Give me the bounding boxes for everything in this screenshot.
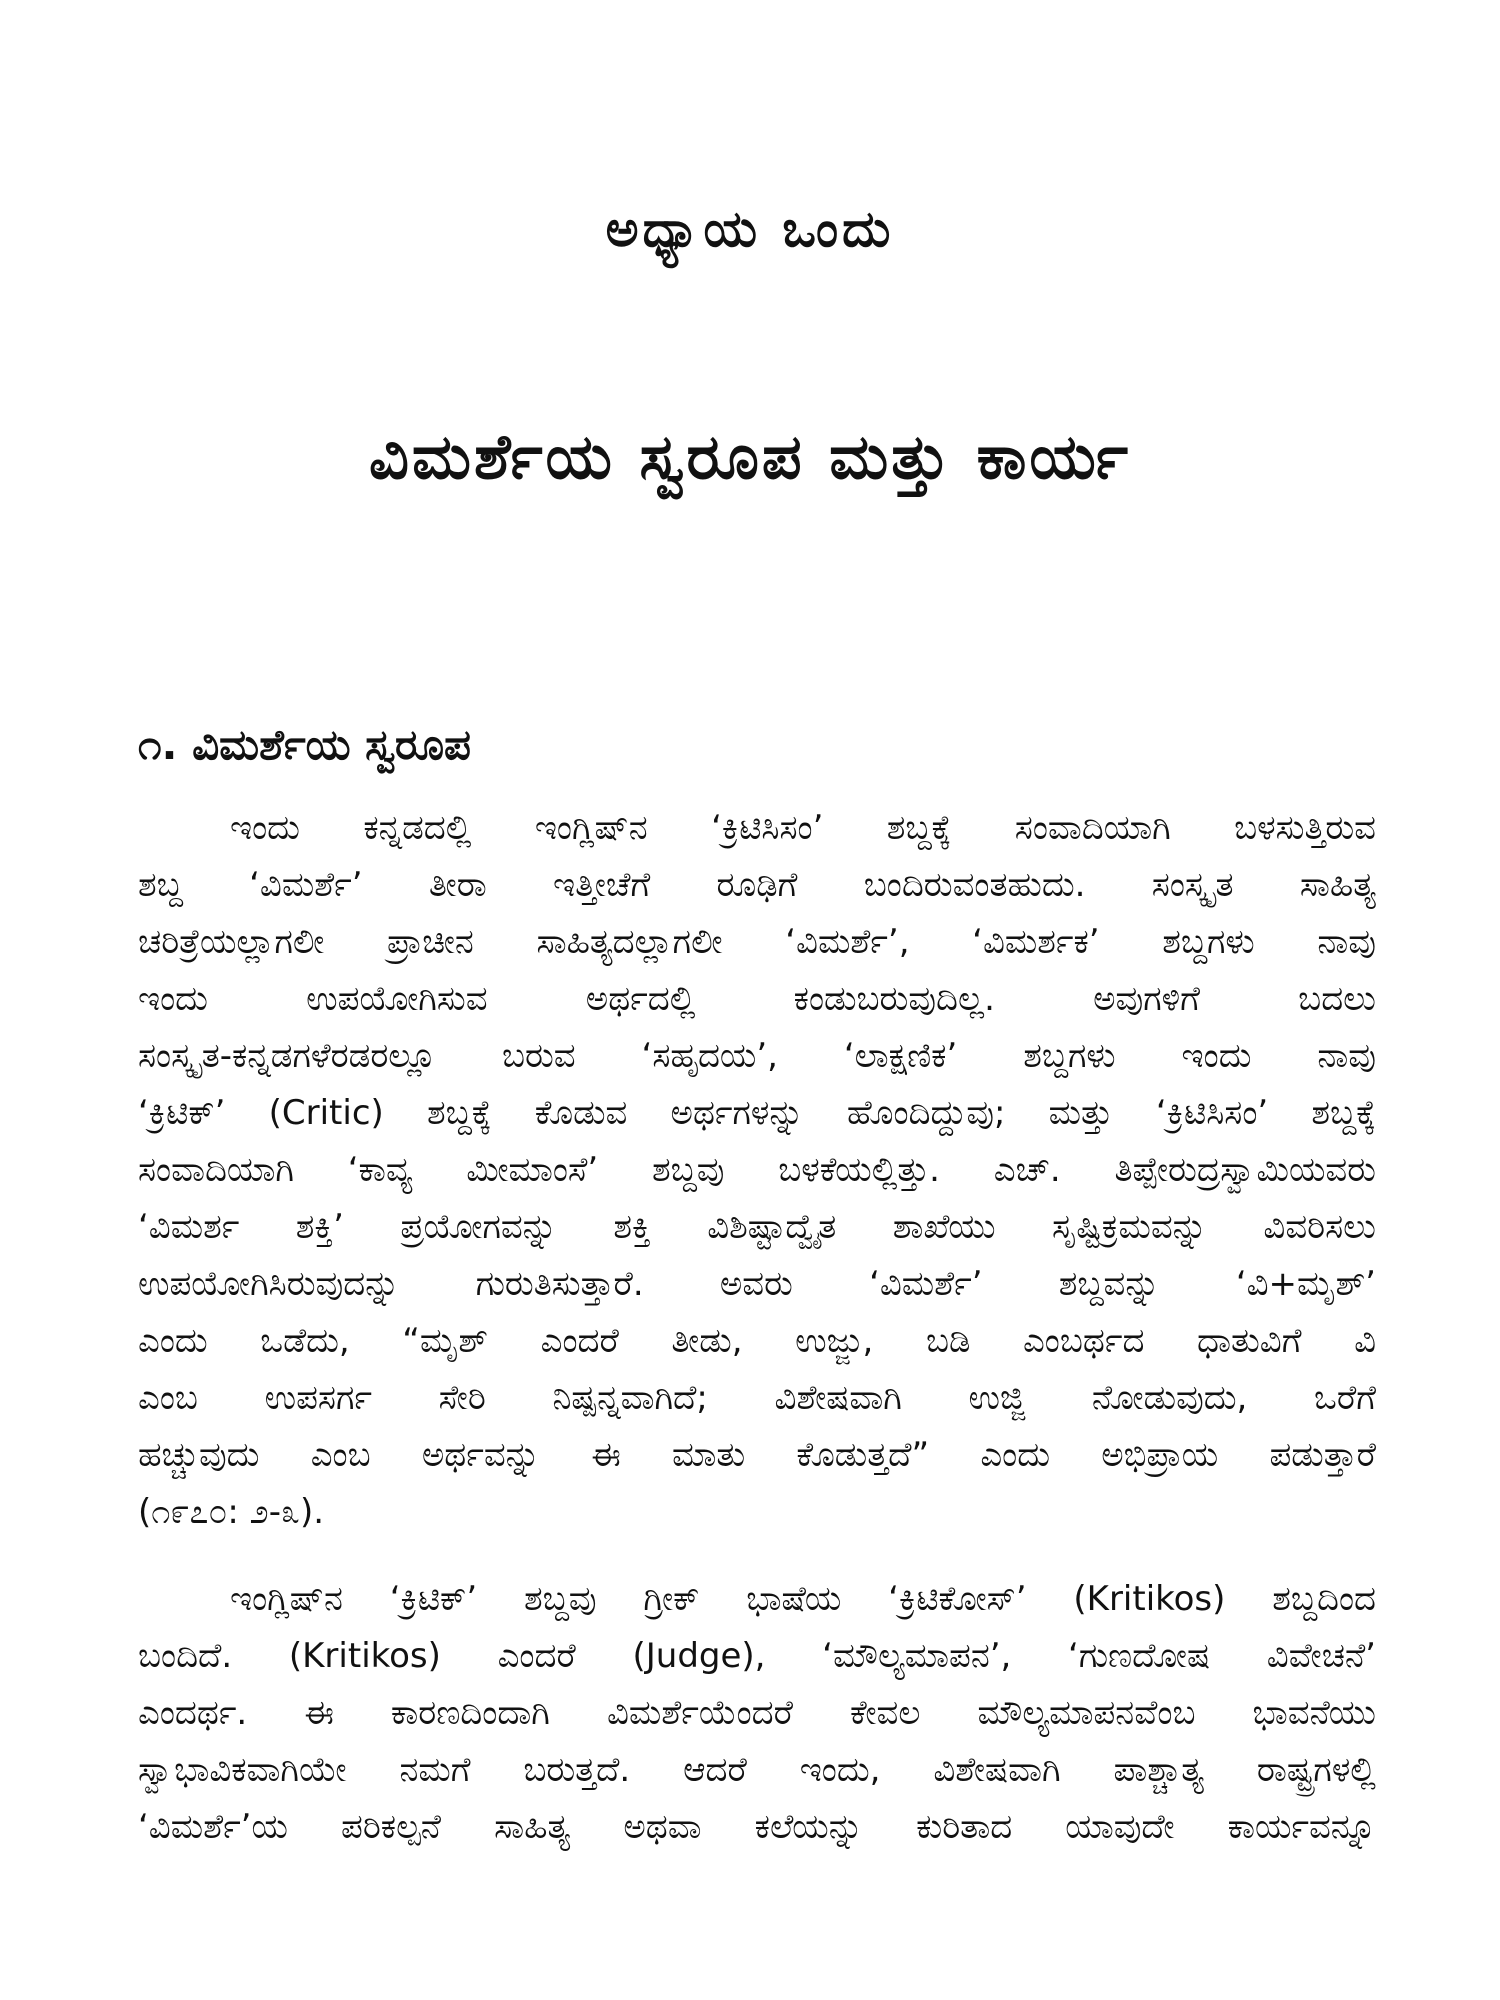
section-heading: ೧. ವಿಮರ್ಶೆಯ ಸ್ವರೂಪ xyxy=(138,720,471,769)
chapter-label: ಅಧ್ಯಾಯ ಒಂದು xyxy=(605,200,895,258)
text-line: ಇಂದು ಕನ್ನಡದಲ್ಲಿ ಇಂಗ್ಲಿಷ್‌ನ ‘ಕ್ರಿಟಿಸಿಸಂ’ ಶಬ್ದಕ್ಕೆ ಸಂವಾದಿಯಾಗಿ ಬಳಸುತ್ತಿರುವ xyxy=(230,808,1376,848)
paragraph xyxy=(138,1571,1376,1856)
text-line: ಚರಿತ್ರೆಯಲ್ಲಾಗಲೀ ಪ್ರಾಚೀನ ಸಾಹಿತ್ಯದಲ್ಲಾಗಲೀ ‘ವಿಮರ್ಶೆ’, ‘ವಿಮರ್ಶಕ’ ಶಬ್ದಗಳು ನಾವು xyxy=(138,922,1376,962)
paragraph xyxy=(138,800,1376,1541)
text-line: ಸಂವಾದಿಯಾಗಿ ‘ಕಾವ್ಯ ಮೀಮಾಂಸೆ’ ಶಬ್ದವು ಬಳಕೆಯಲ್ಲಿತ್ತು. ಎಚ್. ತಿಪ್ಪೇರುದ್ರಸ್ವಾಮಿಯವರು xyxy=(138,1150,1376,1190)
text-line: ಬಂದಿದೆ. (Kritikos) ಎಂದರೆ (Judge), ‘ಮೌಲ್ಯಮಾಪನ’, ‘ಗುಣದೋಷ ವಿವೇಚನೆ’ xyxy=(138,1636,1376,1676)
text-line: ‘ವಿಮರ್ಶೆ’ಯ ಪರಿಕಲ್ಪನೆ ಸಾಹಿತ್ಯ ಅಥವಾ ಕಲೆಯನ್ನು ಕುರಿತಾದ ಯಾವುದೇ ಕಾರ್ಯವನ್ನೂ xyxy=(138,1807,1376,1847)
text-line: ಉಪಯೋಗಿಸಿರುವುದನ್ನು ಗುರುತಿಸುತ್ತಾರೆ. ಅವರು ‘ವಿಮರ್ಶೆ’ ಶಬ್ದವನ್ನು ‘ವಿ+ಮೃಶ್’ xyxy=(138,1264,1376,1304)
text-line: ಇಂಗ್ಲಿಷ್‌ನ ‘ಕ್ರಿಟಿಕ್’ ಶಬ್ದವು ಗ್ರೀಕ್ ಭಾಷೆಯ ‘ಕ್ರಿಟಿಕೋಸ್’ (Kritikos) ಶಬ್ದದಿಂದ xyxy=(230,1579,1376,1619)
text-line: ಎಂದರ್ಥ. ಈ ಕಾರಣದಿಂದಾಗಿ ವಿಮರ್ಶೆಯೆಂದರೆ ಕೇವಲ ಮೌಲ್ಯಮಾಪನವೆಂಬ ಭಾವನೆಯು xyxy=(138,1693,1376,1733)
text-line: ಹಚ್ಚುವುದು ಎಂಬ ಅರ್ಥವನ್ನು ಈ ಮಾತು ಕೊಡುತ್ತದೆ” ಎಂದು ಅಭಿಪ್ರಾಯ ಪಡುತ್ತಾರೆ xyxy=(138,1435,1376,1475)
text-line: ಸಂಸ್ಕೃತ-ಕನ್ನಡಗಳೆರಡರಲ್ಲೂ ಬರುವ ‘ಸಹೃದಯ’, ‘ಲಾಕ್ಷಣಿಕ’ ಶಬ್ದಗಳು ಇಂದು ನಾವು xyxy=(138,1036,1376,1076)
text-line: ಎಂಬ ಉಪಸರ್ಗ ಸೇರಿ ನಿಷ್ಪನ್ನವಾಗಿದೆ; ವಿಶೇಷವಾಗಿ ಉಜ್ಜಿ ನೋಡುವುದು, ಒರೆಗೆ xyxy=(138,1378,1376,1418)
citation-line: (೧೯೭೦: ೨-೩). xyxy=(138,1492,325,1532)
text-line: ‘ಕ್ರಿಟಿಕ್’ (Critic) ಶಬ್ದಕ್ಕೆ ಕೊಡುವ ಅರ್ಥಗಳನ್ನು ಹೊಂದಿದ್ದುವು; ಮತ್ತು ‘ಕ್ರಿಟಿಸಿಸಂ’ ಶಬ್ದಕ್ಕೆ xyxy=(138,1093,1376,1133)
text-line: ಶಬ್ದ ‘ವಿಮರ್ಶೆ’ ತೀರಾ ಇತ್ತೀಚೆಗೆ ರೂಢಿಗೆ ಬಂದಿರುವಂತಹುದು. ಸಂಸ್ಕೃತ ಸಾಹಿತ್ಯ xyxy=(138,865,1376,905)
body-text xyxy=(138,800,1376,1856)
chapter-title: ವಿಮರ್ಶೆಯ ಸ್ವರೂಪ ಮತ್ತು ಕಾರ್ಯ xyxy=(369,420,1131,493)
text-line: ಎಂದು ಒಡೆದು, “ಮೃಶ್ ಎಂದರೆ ತೀಡು, ಉಜ್ಜು, ಬಡಿ ಎಂಬರ್ಥದ ಧಾತುವಿಗೆ ವಿ xyxy=(138,1321,1376,1361)
text-line: ಇಂದು ಉಪಯೋಗಿಸುವ ಅರ್ಥದಲ್ಲಿ ಕಂಡುಬರುವುದಿಲ್ಲ. ಅವುಗಳಿಗೆ ಬದಲು xyxy=(138,979,1376,1019)
text-line: ‘ವಿಮರ್ಶ ಶಕ್ತಿ’ ಪ್ರಯೋಗವನ್ನು ಶಕ್ತಿ ವಿಶಿಷ್ಟಾದ್ವೈತ ಶಾಖೆಯು ಸೃಷ್ಟಿಕ್ರಮವನ್ನು ವಿವರಿಸಲು xyxy=(138,1207,1376,1247)
text-line: ಸ್ವಾಭಾವಿಕವಾಗಿಯೇ ನಮಗೆ ಬರುತ್ತದೆ. ಆದರೆ ಇಂದು, ವಿಶೇಷವಾಗಿ ಪಾಶ್ಚಾತ್ಯ ರಾಷ್ಟ್ರಗಳಲ್ಲಿ xyxy=(138,1750,1376,1790)
